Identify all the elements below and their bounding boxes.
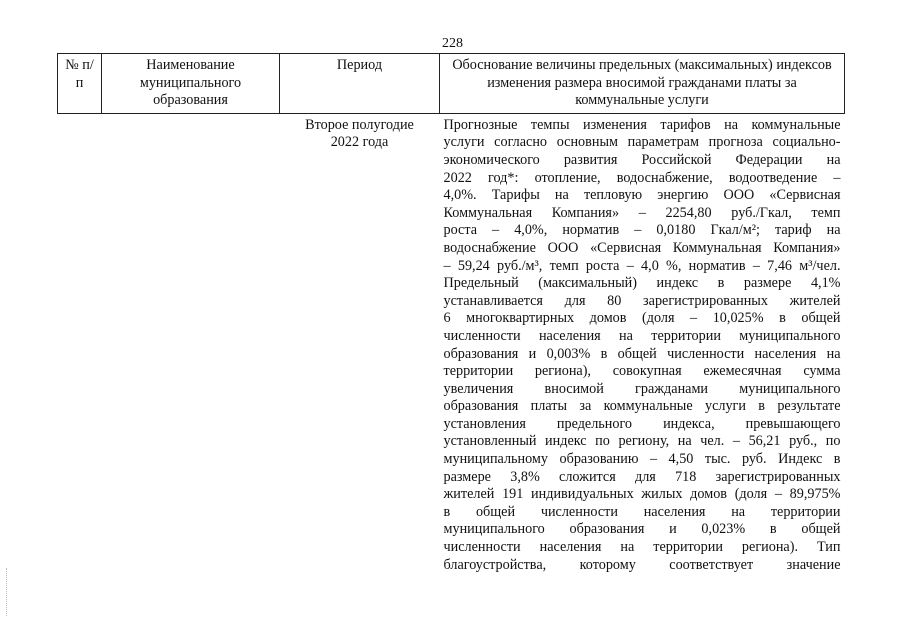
justification-line: увеличения вносимой гражданами муниципального [443,380,841,397]
table-header-row [58,54,845,114]
justification-line: жителей 191 индивидуальных жилых домов (доля – 89,975% [443,486,841,503]
justification-line: 2022 год*: отопление, водоснабжение, водоотведение – [443,169,841,186]
justification-line: роста – 4,0%, норматив – 0,0180 Гкал/м²; тариф на [443,222,841,239]
header-num: № п/п [58,54,102,114]
page-number: 228 [442,36,463,51]
header-municipality: Наименование муниципального образования [102,54,280,114]
justification-line: Предельный (максимальный) индекс в размере 4,1% [443,275,841,292]
justification-line: благоустройства, которому соответствует значение [443,556,841,573]
cell-municipality [102,113,280,577]
header-justification: Обоснование величины предельных (максимальных) индексов изменения размера вносимой гражданами платы за коммунальные услуги [440,54,845,114]
justification-line: водоснабжение ООО «Сервисная Коммунальная Компания» [443,239,841,256]
justification-line: численности населения на территории муниципального [443,327,841,344]
justification-line: установления предельного индекса, превышающего [443,415,841,432]
period-line-1: Второе полугодие [305,116,414,133]
justification-line: образования и 0,003% в общей численности населения на [443,345,841,362]
tariff-index-table [57,53,845,577]
justification-line: территории региона), совокупная ежемесячная сумма [443,363,841,380]
justification-line: образования платы за коммунальные услуги в результате [443,398,841,415]
cell-justification [440,113,845,577]
period-line-2: 2022 года [330,134,389,151]
header-period: Период [280,54,440,114]
justification-line: 6 многоквартирных домов (доля – 10,025% в общей [443,310,841,327]
justification-line: муниципальному образованию – 4,50 тыс. руб. Индекс в [443,451,841,468]
justification-line: численности населения на территории региона). Тип [443,539,841,556]
justification-line: – 59,24 руб./м³, темп роста – 4,0 %, норматив – 7,46 м³/чел. [443,257,841,274]
justification-line: услуги согласно основным параметрам прогноза социально- [443,134,841,151]
justification-line: Прогнозные темпы изменения тарифов на коммунальные [443,116,841,133]
cell-period [280,113,440,577]
scan-artifact [6,568,9,616]
justification-line: 4,0%. Тарифы на тепловую энергию ООО «Сервисная [443,187,841,204]
table-row [58,113,845,577]
justification-line: экономического развития Российской Федерации на [443,151,841,168]
justification-line: Коммунальная Компания» – 2254,80 руб./Гкал, темп [443,204,841,221]
justification-line: муниципального образования и 0,023% в общей [443,521,841,538]
justification-line: устанавливается для 80 зарегистрированных жителей [443,292,841,309]
justification-line: установленный индекс по региону, на чел. – 56,21 руб., по [443,433,841,450]
cell-num [58,113,102,577]
justification-line: размере 3,8% сложится для 718 зарегистрированных [443,468,841,485]
justification-line: в общей численности населения на территории [443,503,841,520]
